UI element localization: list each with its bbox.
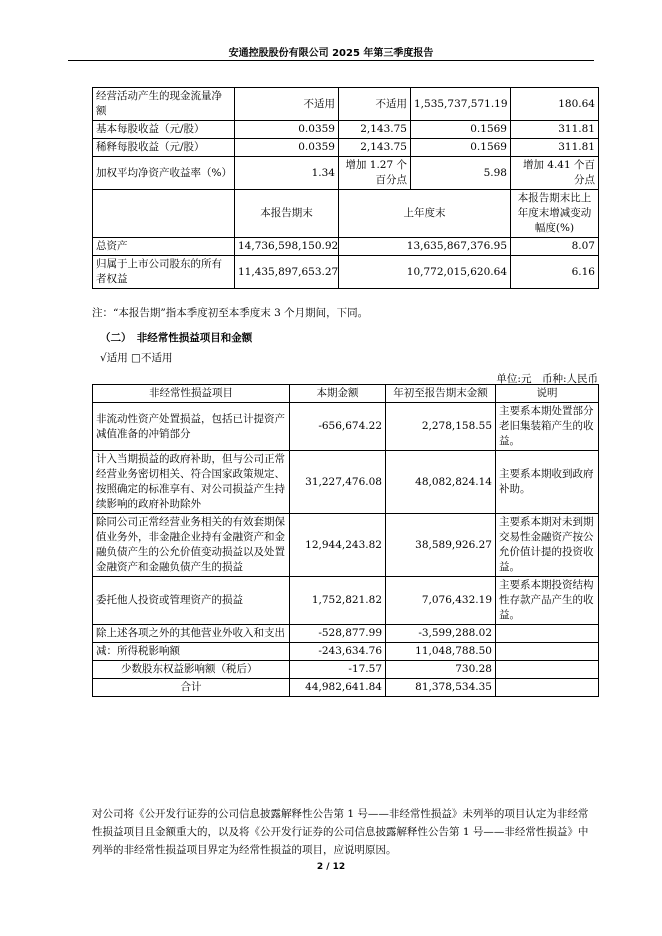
section-title: （二） 非经常性损益项目和金额 <box>100 332 253 344</box>
ytd-cell: 7,076,432.19 <box>386 577 496 625</box>
cell: 0.0359 <box>235 121 339 139</box>
table-row <box>93 121 599 139</box>
cell: 311.81 <box>511 139 599 157</box>
item-cell: 减：所得税影响额 <box>93 643 290 661</box>
current-cell: -656,674.22 <box>290 403 386 451</box>
table-row <box>93 256 599 289</box>
cell: 11,435,897,653.27 <box>235 256 339 289</box>
cell: 0.1569 <box>411 121 511 139</box>
table-note: 注：“本报告期”指本季度初至本季度末 3 个月期间，下同。 <box>92 307 369 319</box>
column-header: 本报告期末比上年度末增减变动幅度(%) <box>511 190 599 238</box>
current-cell: 44,982,641.84 <box>290 679 386 697</box>
item-cell: 除上述各项之外的其他营业外收入和支出 <box>93 625 290 643</box>
item-cell: 少数股东权益影响额（税后） <box>93 661 290 679</box>
cell: 不适用 <box>235 88 339 121</box>
non-recurring-items-table <box>92 384 599 697</box>
note-cell <box>496 643 599 661</box>
cell: 1,535,737,571.19 <box>411 88 511 121</box>
table-row <box>93 139 599 157</box>
cell: 增加 1.27 个百分点 <box>339 157 411 190</box>
row-label: 归属于上市公司股东的所有者权益 <box>93 256 235 289</box>
column-header: 上年度末 <box>339 190 511 238</box>
ytd-cell: 11,048,788.50 <box>386 643 496 661</box>
row-label: 经营活动产生的现金流量净额 <box>93 88 235 121</box>
cell: 不适用 <box>339 88 411 121</box>
note-cell: 主要系本期处置部分老旧集装箱产生的收益。 <box>496 403 599 451</box>
ytd-cell: 730.28 <box>386 661 496 679</box>
item-cell: 计入当期损益的政府补助，但与公司正常经营业务密切相关、符合国家政策规定、按照确定的标准享有、对公司损益产生持续影响的政府补助除外 <box>93 451 290 514</box>
page-header: 安通控股股份有限公司 2025 年第三季度报告 <box>228 48 434 59</box>
table-row <box>93 577 599 625</box>
item-cell: 合计 <box>93 679 290 697</box>
page-number: 2 / 12 <box>316 862 346 872</box>
unit-label: 单位:元 币种:人民币 <box>496 373 598 385</box>
cell: 13,635,867,376.95 <box>339 238 511 256</box>
row-label: 稀释每股收益（元/股） <box>93 139 235 157</box>
note-cell <box>496 661 599 679</box>
table-total-row <box>93 679 599 697</box>
row-label: 总资产 <box>93 238 235 256</box>
current-cell: 31,227,476.08 <box>290 451 386 514</box>
table-subheader-row <box>93 190 599 238</box>
table-row <box>93 403 599 451</box>
cell <box>93 190 235 238</box>
cell: 10,772,015,620.64 <box>339 256 511 289</box>
ytd-cell: -3,599,288.02 <box>386 625 496 643</box>
note-cell: 主要系本期对未到期交易性金融资产按公允价值计提的投资收益。 <box>496 514 599 577</box>
header-rule <box>68 60 594 61</box>
table-header-row <box>93 385 599 403</box>
table-row <box>93 88 599 121</box>
note-cell <box>496 625 599 643</box>
item-cell: 非流动性资产处置损益，包括已计提资产减值准备的冲销部分 <box>93 403 290 451</box>
table-row <box>93 238 599 256</box>
column-header: 本期金额 <box>290 385 386 403</box>
financial-indicators-table <box>92 87 599 289</box>
ytd-cell: 81,378,534.35 <box>386 679 496 697</box>
ytd-cell: 38,589,926.27 <box>386 514 496 577</box>
cell: 增加 4.41 个百分点 <box>511 157 599 190</box>
explanation-paragraph: 对公司将《公开发行证券的公司信息披露解释性公告第 1 号——非经常性损益》未列举的项目认定为非经常性损益项目且金额重大的，以及将《公开发行证券的公司信息披露解释性公告第 1 号——非经常性损益》中列举的非经常性损益项目界定为经常性损益的项目，应说明原因。 <box>92 808 589 856</box>
cell: 0.1569 <box>411 139 511 157</box>
note-cell: 主要系本期投资结构性存款产品产生的收益。 <box>496 577 599 625</box>
current-cell: -528,877.99 <box>290 625 386 643</box>
current-cell: -17.57 <box>290 661 386 679</box>
cell: 2,143.75 <box>339 139 411 157</box>
ytd-cell: 48,082,824.14 <box>386 451 496 514</box>
current-cell: -243,634.76 <box>290 643 386 661</box>
table-row <box>93 451 599 514</box>
ytd-cell: 2,278,158.55 <box>386 403 496 451</box>
table-row <box>93 661 599 679</box>
column-header: 非经常性损益项目 <box>93 385 290 403</box>
table-row <box>93 643 599 661</box>
current-cell: 12,944,243.82 <box>290 514 386 577</box>
cell: 0.0359 <box>235 139 339 157</box>
note-cell: 主要系本期收到政府补助。 <box>496 451 599 514</box>
cell: 8.07 <box>511 238 599 256</box>
item-cell: 除同公司正常经营业务相关的有效套期保值业务外，非金融企业持有金融资产和金融负债产生的公允价值变动损益以及处置金融资产和金融负债产生的损益 <box>93 514 290 577</box>
table-row <box>93 157 599 190</box>
row-label: 加权平均净资产收益率（%） <box>93 157 235 190</box>
cell: 14,736,598,150.92 <box>235 238 339 256</box>
column-header: 说明 <box>496 385 599 403</box>
item-cell: 委托他人投资或管理资产的损益 <box>93 577 290 625</box>
cell: 2,143.75 <box>339 121 411 139</box>
column-header: 本报告期末 <box>235 190 339 238</box>
cell: 1.34 <box>235 157 339 190</box>
row-label: 基本每股收益（元/股） <box>93 121 235 139</box>
column-header: 年初至报告期末金额 <box>386 385 496 403</box>
cell: 6.16 <box>511 256 599 289</box>
table-row <box>93 625 599 643</box>
cell: 311.81 <box>511 121 599 139</box>
cell: 5.98 <box>411 157 511 190</box>
cell: 180.64 <box>511 88 599 121</box>
applicability-checkbox-text: √适用 □不适用 <box>100 352 173 364</box>
current-cell: 1,752,821.82 <box>290 577 386 625</box>
note-cell <box>496 679 599 697</box>
table-row <box>93 514 599 577</box>
